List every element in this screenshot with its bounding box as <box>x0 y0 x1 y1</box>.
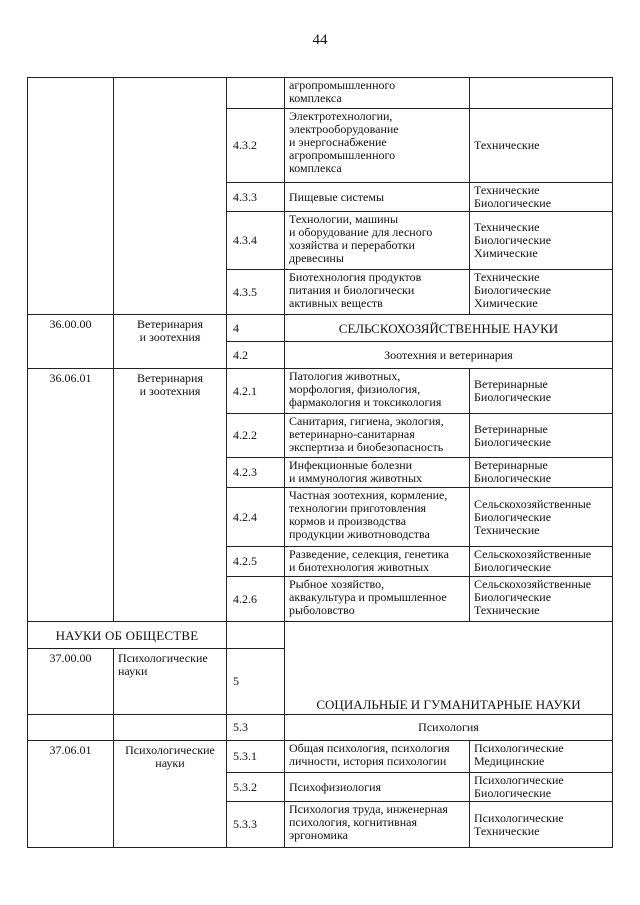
name-line: Инфекционные болезни <box>289 458 413 472</box>
specialty-cell <box>114 741 227 848</box>
fields-cell <box>470 414 613 458</box>
name-line: Общая психология, психология <box>289 741 450 755</box>
name-cell <box>285 414 470 458</box>
name-line: Психология труда, инженерная <box>289 802 448 816</box>
name-line: фармакология и токсикология <box>289 395 442 409</box>
specialty-line: Ветеринария <box>136 317 203 331</box>
field-line: Ветеринарные <box>474 458 548 472</box>
field-line: Ветеринарные <box>474 421 548 436</box>
field-line: Сельскохозяйственные <box>474 496 592 511</box>
specialty-cell <box>114 78 227 315</box>
name-cell <box>285 183 470 212</box>
section-heading: НАУКИ ОБ ОБЩЕСТВЕ <box>28 622 227 649</box>
fields-cell <box>470 369 613 414</box>
field-line: Сельскохозяйственные <box>474 577 592 591</box>
name-cell <box>285 802 470 848</box>
name-line: комплекса <box>289 91 342 105</box>
name-cell <box>285 458 470 488</box>
specialty-line: науки <box>118 664 148 678</box>
name-line: эргономика <box>289 828 348 842</box>
name-cell <box>285 488 470 547</box>
code-cell: 5 <box>227 649 285 715</box>
field-line: Медицинские <box>474 754 545 768</box>
field-line: Биологические <box>474 196 552 210</box>
science-group-heading: СЕЛЬСКОХОЗЯЙСТВЕННЫЕ НАУКИ <box>285 315 613 342</box>
main-code-cell: 36.00.00 <box>28 315 114 369</box>
code-cell: 4.2 <box>227 342 285 369</box>
table-row <box>28 715 613 741</box>
field-line: Биологические <box>474 390 552 404</box>
specialty-line: Психологические <box>118 651 208 665</box>
name-line: хозяйства и переработки <box>289 238 415 252</box>
code-cell: 4 <box>227 315 285 342</box>
name-line: технологии приготовления <box>289 501 427 515</box>
name-cell <box>285 577 470 622</box>
fields-cell <box>470 488 613 547</box>
field-line: Биологические <box>474 434 552 449</box>
name-line: личности, история психологии <box>289 754 447 768</box>
name-line: агропромышленного <box>289 78 396 92</box>
name-line: и иммунология животных <box>289 471 423 485</box>
code-cell <box>227 622 285 649</box>
field-line: Технические <box>474 823 540 838</box>
name-line: и биотехнология животных <box>289 560 430 574</box>
code-cell: 4.2.4 <box>227 488 285 547</box>
specialty-line: и зоотехния <box>139 384 201 398</box>
name-cell <box>285 212 470 270</box>
name-line: психология, когнитивная <box>289 815 417 829</box>
name-cell <box>285 270 470 315</box>
field-line: Биологические <box>474 590 552 604</box>
main-code-cell: 37.00.00 <box>28 649 114 715</box>
specialty-line: и зоотехния <box>139 330 201 344</box>
fields-cell <box>470 577 613 622</box>
fields-cell <box>470 458 613 488</box>
name-line: экспертиза и биобезопасность <box>289 440 444 454</box>
code-cell: 4.2.3 <box>227 458 285 488</box>
field-line: Биологические <box>474 560 552 574</box>
field-line: Биологические <box>474 283 552 297</box>
main-code-cell <box>28 715 114 741</box>
code-cell: 4.2.5 <box>227 547 285 577</box>
name-line: морфология, физиология, <box>289 382 421 396</box>
name-line: Санитария, гигиена, экология, <box>289 414 444 428</box>
name-line: Разведение, селекция, генетика <box>289 547 449 561</box>
name-line: Рыбное хозяйство, <box>289 577 385 591</box>
field-line: Сельскохозяйственные <box>474 547 592 561</box>
fields-cell <box>470 773 613 802</box>
code-cell: 4.2.1 <box>227 369 285 414</box>
field-line: Технические <box>474 522 540 537</box>
main-code-cell <box>28 78 114 315</box>
name-line: электрооборудование <box>289 122 399 136</box>
field-line: Технические <box>474 270 540 284</box>
fields-cell <box>470 212 613 270</box>
name-line: Биотехнология продуктов <box>289 270 422 284</box>
name-cell <box>285 741 470 773</box>
specialty-cell <box>114 649 227 715</box>
name-line: Технологии, машины <box>289 212 399 226</box>
field-line: Биологические <box>474 233 552 247</box>
specialty-cell <box>114 715 227 741</box>
code-cell: 4.3.4 <box>227 212 285 270</box>
table-row <box>28 315 613 342</box>
name-line: Электротехнологии, <box>289 109 393 123</box>
fields-cell <box>470 741 613 773</box>
name-cell <box>285 773 470 802</box>
science-group-heading: СОЦИАЛЬНЫЕ И ГУМАНИТАРНЫЕ НАУКИ <box>285 622 613 715</box>
name-line: Пищевые системы <box>289 189 385 204</box>
name-line: агропромышленного <box>289 148 396 162</box>
name-line: кормов и производства <box>289 514 407 528</box>
code-cell <box>227 78 285 109</box>
name-line: аквакультура и промышленное <box>289 590 447 604</box>
code-cell: 4.2.2 <box>227 414 285 458</box>
specialties-table <box>27 77 613 848</box>
code-cell: 4.3.5 <box>227 270 285 315</box>
specialty-line: Ветеринария <box>136 371 203 385</box>
table-row <box>28 622 613 649</box>
field-line: Психологические <box>474 741 564 755</box>
name-line: Психофизиология <box>289 779 382 794</box>
name-line: и энергоснабжение <box>289 135 387 149</box>
science-subgroup-heading: Зоотехния и ветеринария <box>285 342 613 369</box>
name-cell <box>285 369 470 414</box>
field-line: Технические <box>474 603 540 617</box>
field-line: Технические <box>474 220 540 234</box>
fields-cell <box>470 802 613 848</box>
specialty-line: науки <box>155 756 185 770</box>
field-line: Химические <box>474 246 538 260</box>
table-row <box>28 741 613 773</box>
name-cell <box>285 547 470 577</box>
code-cell: 5.3.3 <box>227 802 285 848</box>
code-cell: 4.2.6 <box>227 577 285 622</box>
name-line: Патология животных, <box>289 369 401 383</box>
code-cell: 4.3.2 <box>227 109 285 183</box>
table-row <box>28 78 613 109</box>
fields-cell <box>470 270 613 315</box>
field-line: Ветеринарные <box>474 377 548 391</box>
field-line: Биологические <box>474 509 552 524</box>
name-line: комплекса <box>289 161 342 175</box>
code-cell: 5.3.1 <box>227 741 285 773</box>
field-line: Психологические <box>474 810 564 825</box>
name-line: и оборудование для лесного <box>289 225 433 239</box>
field-line: Биологические <box>474 786 552 800</box>
name-line: ветеринарно-санитарная <box>289 427 415 441</box>
name-line: активных веществ <box>289 296 383 310</box>
field-line: Химические <box>474 296 538 310</box>
specialty-line: Психологические <box>125 743 215 757</box>
field-line: Технические <box>474 138 540 152</box>
science-subgroup-heading: Психология <box>285 715 613 741</box>
specialty-cell <box>114 369 227 622</box>
fields-cell <box>470 183 613 212</box>
main-code-cell: 36.06.01 <box>28 369 114 622</box>
field-line: Технические <box>474 183 540 197</box>
page-number: 44 <box>312 32 328 48</box>
fields-cell <box>470 78 613 109</box>
specialty-cell <box>114 315 227 369</box>
name-line: древесины <box>289 251 344 265</box>
name-line: Частная зоотехния, кормление, <box>289 488 448 502</box>
table-row <box>28 369 613 414</box>
field-line: Биологические <box>474 471 552 485</box>
name-cell <box>285 109 470 183</box>
fields-cell <box>470 109 613 183</box>
code-cell: 5.3 <box>227 715 285 741</box>
main-code-cell: 37.06.01 <box>28 741 114 848</box>
code-cell: 4.3.3 <box>227 183 285 212</box>
name-cell <box>285 78 470 109</box>
code-cell: 5.3.2 <box>227 773 285 802</box>
fields-cell <box>470 547 613 577</box>
name-line: питания и биологически <box>289 283 415 297</box>
name-line: продукции животноводства <box>289 527 430 541</box>
field-line: Психологические <box>474 773 564 787</box>
name-line: рыболовство <box>289 603 355 617</box>
